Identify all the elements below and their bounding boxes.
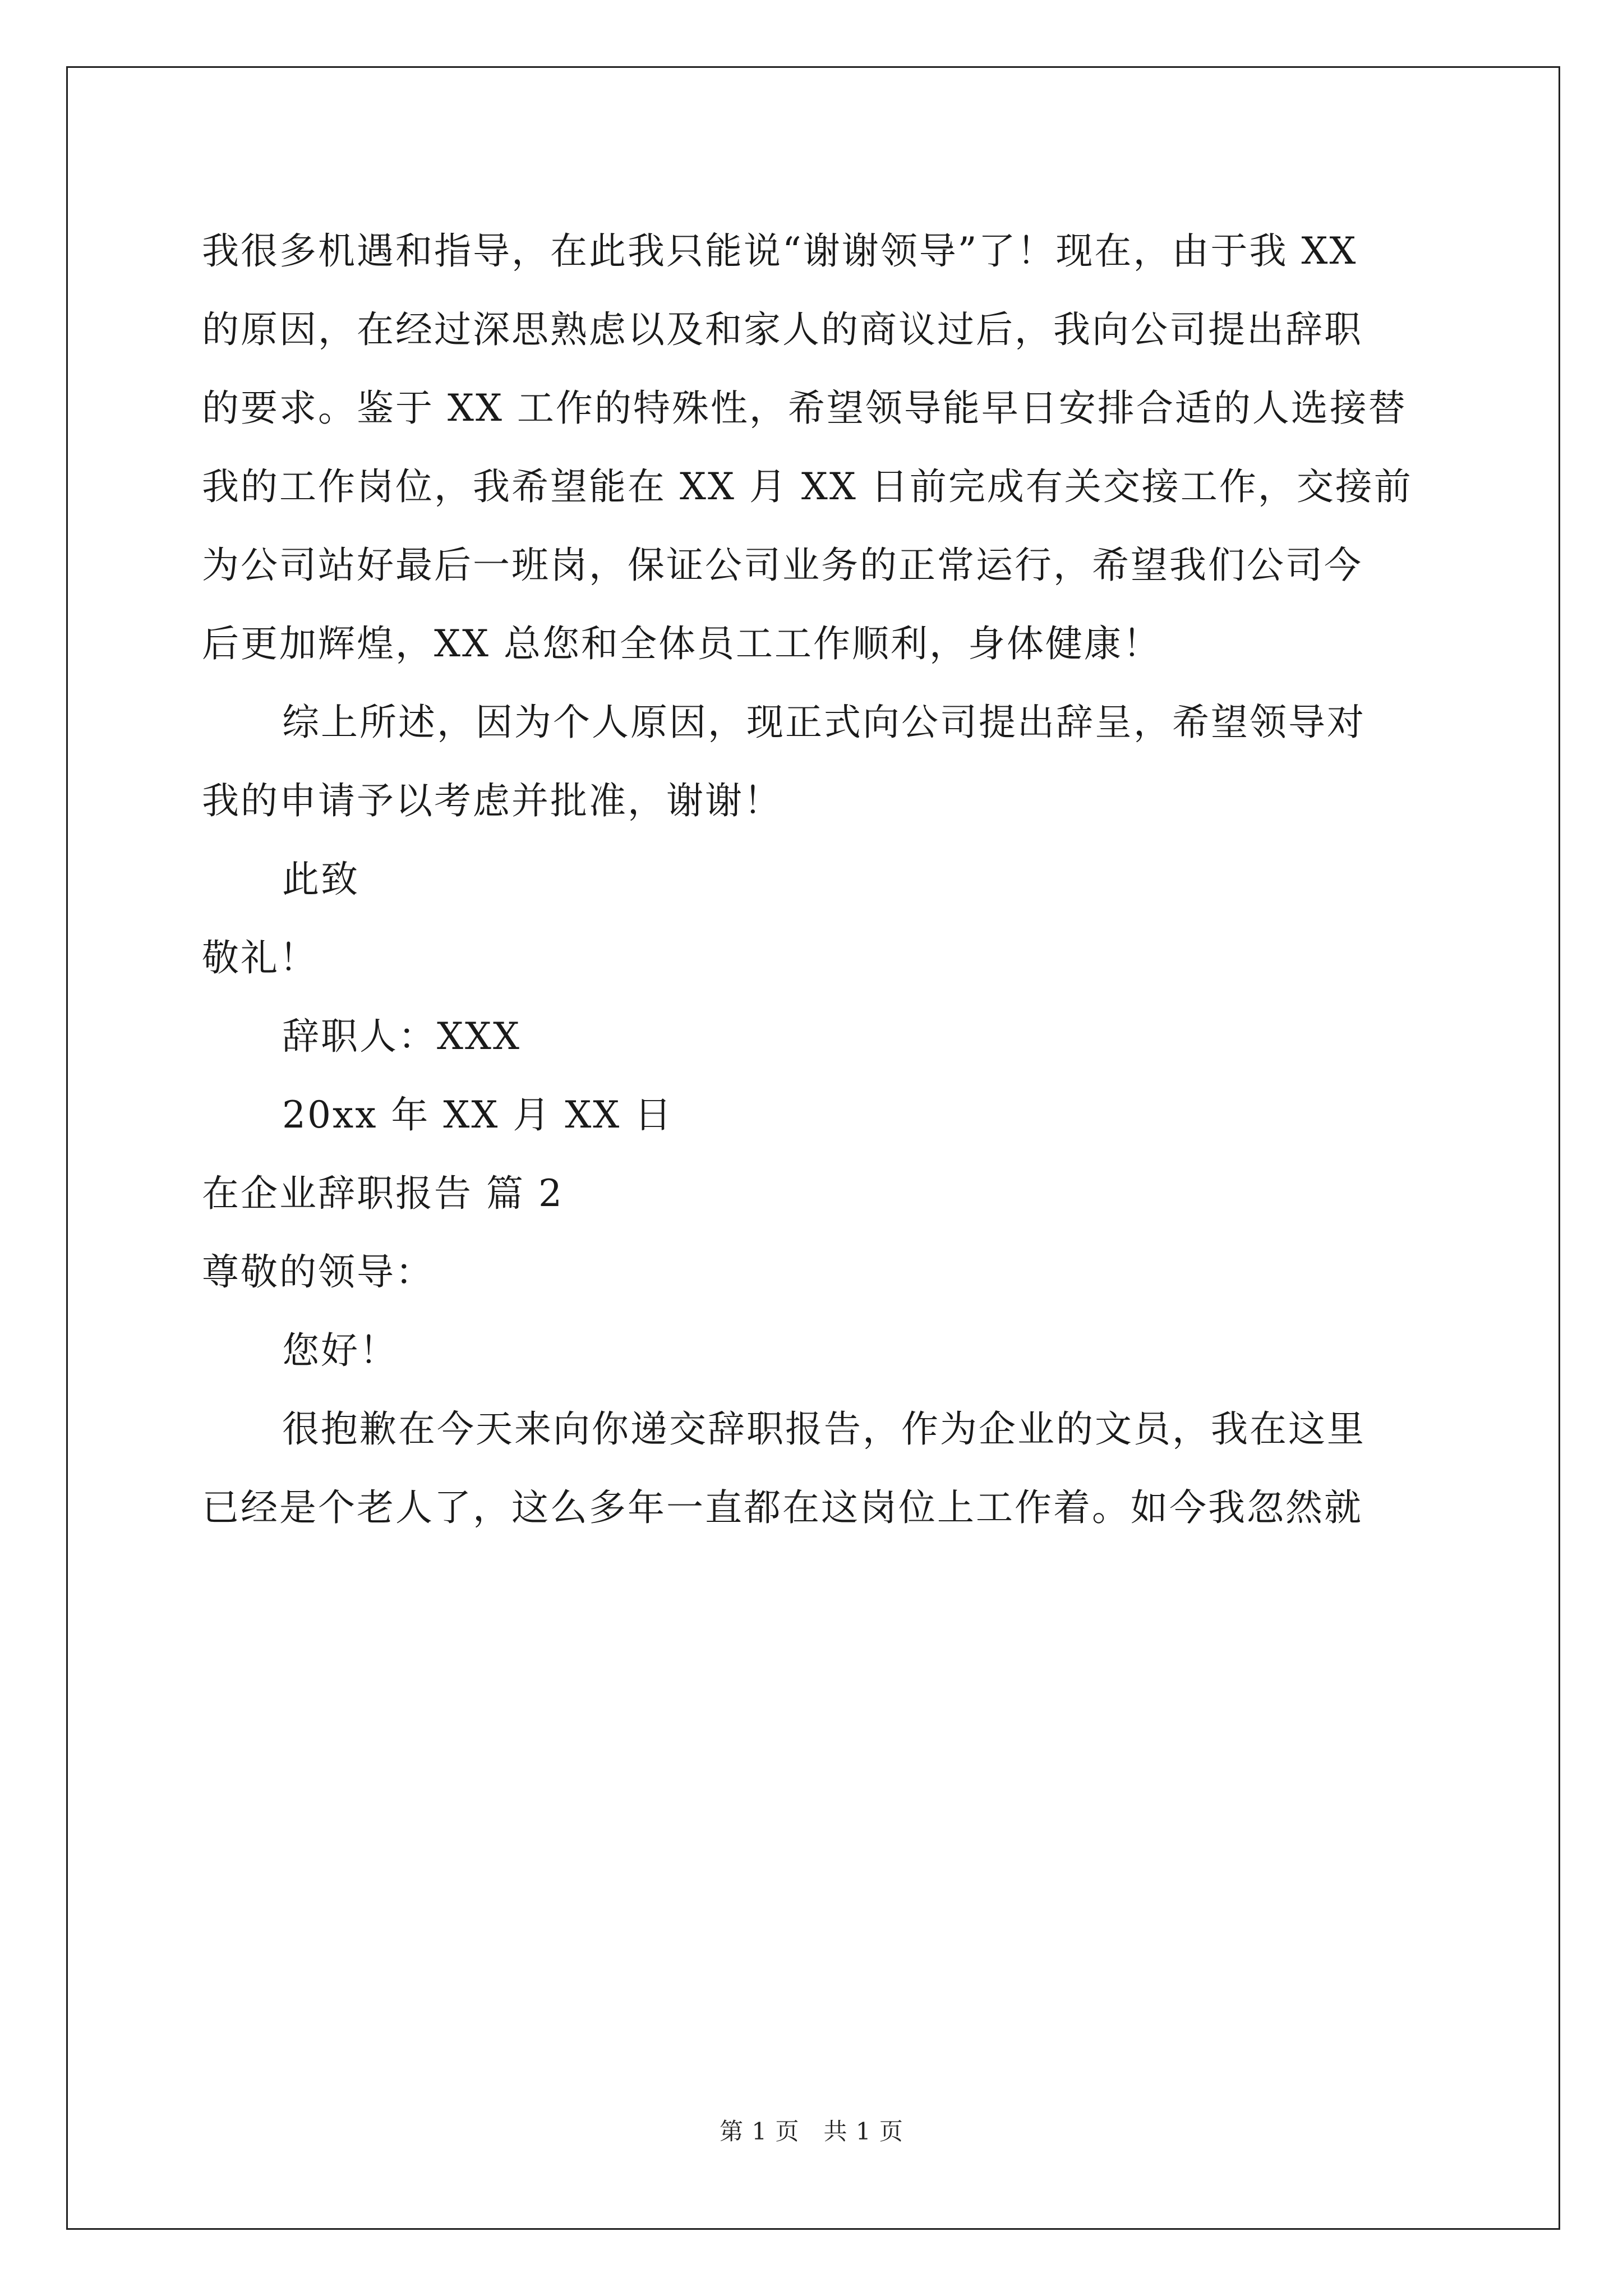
page-number-footer: 第 1 页 共 1 页	[720, 2118, 903, 2145]
greeting-hello: 您好！	[282, 1329, 398, 1372]
paragraph-start-line: 综上所述，因为个人原因，现正式向公司提出辞呈，希望领导对	[282, 701, 1366, 744]
body-line: 已经是个老人了，这么多年一直都在这岗位上工作着。如今我忽然就	[202, 1486, 1363, 1529]
body-line: 为公司站好最后一班岗，保证公司业务的正常运行，希望我们公司今	[202, 544, 1363, 587]
signature-name: 辞职人：XXX	[282, 1015, 521, 1058]
closing-regards: 敬礼！	[202, 936, 318, 979]
body-line: 的要求。鉴于 XX 工作的特殊性，希望领导能早日安排合适的人选接替	[202, 386, 1407, 430]
signature-date: 20xx 年 XX 月 XX 日	[282, 1093, 674, 1137]
section-heading: 在企业辞职报告 篇 2	[202, 1172, 564, 1215]
paragraph-start-line: 很抱歉在今天来向你递交辞职报告，作为企业的文员，我在这里	[282, 1407, 1366, 1451]
closing-salutation: 此致	[282, 858, 359, 901]
body-line: 的原因，在经过深思熟虑以及和家人的商议过后，我向公司提出辞职	[202, 308, 1363, 351]
body-line: 我的工作岗位，我希望能在 XX 月 XX 日前完成有关交接工作，交接前	[202, 465, 1413, 508]
greeting: 尊敬的领导：	[202, 1250, 434, 1294]
body-line: 我的申请予以考虑并批准，谢谢！	[202, 779, 782, 822]
body-line: 我很多机遇和指导，在此我只能说“谢谢领导”了！现在，由于我 XX	[202, 229, 1358, 273]
body-line: 后更加辉煌，XX 总您和全体员工工作顺利，身体健康！	[202, 622, 1161, 665]
